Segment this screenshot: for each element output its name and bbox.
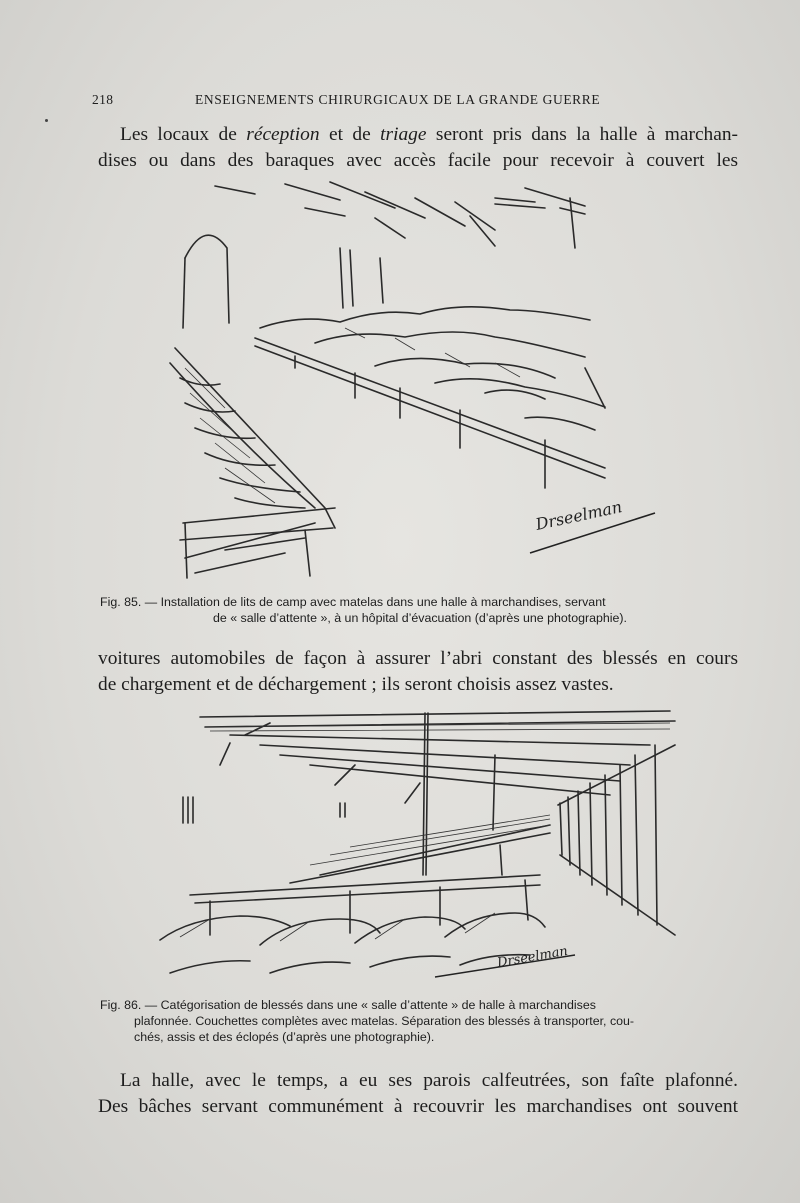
page-number: 218 bbox=[92, 92, 114, 107]
paragraph-3-line-1: La halle, avec le temps, a eu ses parois calfeutrées, son faîte plafonné. bbox=[120, 1070, 738, 1091]
paragraph-2-line-1: voitures automobiles de façon à assurer l’abri constant des blessés en cours bbox=[98, 648, 738, 669]
paragraph-1-line-2: dises ou dans des baraques avec accès facile pour recevoir à couvert les bbox=[98, 150, 738, 171]
emphasis-reception: réception bbox=[246, 124, 320, 145]
running-title: ENSEIGNEMENTS CHIRURGICAUX DE LA GRANDE GUERRE bbox=[195, 92, 601, 107]
paragraph-2-line-2: de chargement et de déchargement ; ils seront choisis assez vastes. bbox=[98, 674, 614, 695]
figure-86-signature bbox=[435, 944, 575, 977]
figure-86-caption-line-3: chés, assis et des éclopés (d’après une photographie). bbox=[134, 1030, 435, 1044]
paragraph-3-line-2: Des bâches servant communément à recouvrir les marchandises ont souvent bbox=[98, 1096, 738, 1117]
paragraph-1 bbox=[98, 122, 738, 174]
paragraph-2 bbox=[98, 646, 738, 698]
paragraph-1-line-1: Les locaux de réception et de triage seront pris dans la halle à marchan- bbox=[120, 124, 739, 145]
figure-86-illustration bbox=[150, 705, 680, 990]
figure-85-caption bbox=[100, 594, 740, 626]
paragraph-3 bbox=[98, 1068, 738, 1120]
figure-86-caption-line-2: plafonnée. Couchettes complètes avec matelas. Séparation des blessés à transporter, cou- bbox=[134, 1014, 635, 1028]
figure-85-caption-line-1: Fig. 85. — Installation de lits de camp avec matelas dans une halle à marchandises, servant bbox=[100, 595, 606, 609]
svg-text:Drseelman: Drseelman bbox=[533, 497, 624, 534]
emphasis-triage: triage bbox=[380, 124, 427, 145]
figure-85-signature bbox=[530, 497, 655, 553]
margin-speck bbox=[45, 119, 48, 122]
figure-85-caption-line-2: de « salle d’attente », à un hôpital d’évacuation (d’après une photographie). bbox=[212, 611, 627, 625]
figure-86-caption-line-1: Fig. 86. — Catégorisation de blessés dans une « salle d’attente » de halle à marchandises bbox=[100, 998, 596, 1012]
figure-85-illustration bbox=[165, 178, 665, 583]
figure-86-caption bbox=[100, 997, 740, 1045]
svg-text:Drseelman: Drseelman bbox=[496, 943, 569, 971]
